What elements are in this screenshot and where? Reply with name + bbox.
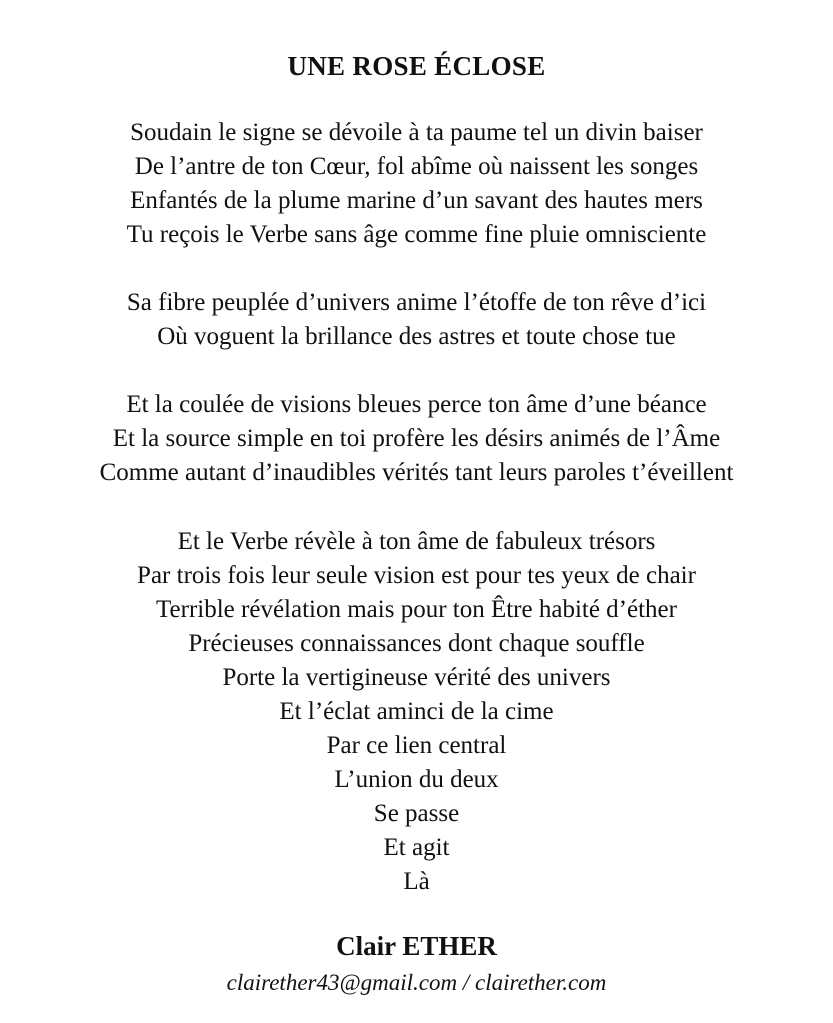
verse-line: De l’antre de ton Cœur, fol abîme où naissent les songes <box>134 153 699 180</box>
verse-line: Par trois fois leur seule vision est pour tes yeux de chair <box>137 562 696 589</box>
verse-line: L’union du deux <box>334 766 499 793</box>
stanza-1 <box>0 116 833 252</box>
stanza-3 <box>0 388 833 490</box>
stanza-4 <box>0 525 833 899</box>
verse-line: Comme autant d’inaudibles vérités tant leurs paroles t’éveillent <box>99 459 734 486</box>
verse-line: Précieuses connaissances dont chaque souffle <box>188 630 645 657</box>
verse-line: Par ce lien central <box>326 732 507 759</box>
author-contact: clairether43@gmail.com / clairether.com <box>226 970 607 995</box>
verse-line: Tu reçois le Verbe sans âge comme fine pluie omnisciente <box>126 221 707 248</box>
verse-line: Et agit <box>383 834 450 861</box>
author-name: Clair ETHER <box>336 931 497 961</box>
verse-line: Enfantés de la plume marine d’un savant des hautes mers <box>130 187 703 214</box>
verse-line: Soudain le signe se dévoile à ta paume tel un divin baiser <box>130 119 703 146</box>
verse-line: Terrible révélation mais pour ton Être habité d’éther <box>156 596 677 623</box>
verse-line: Et l’éclat aminci de la cime <box>279 698 554 725</box>
stanza-2 <box>0 286 833 354</box>
verse-line: Et la source simple en toi profère les désirs animés de l’Âme <box>112 425 721 452</box>
verse-line: Et la coulée de visions bleues perce ton âme d’une béance <box>126 391 707 418</box>
poem-title: UNE ROSE ÉCLOSE <box>287 51 546 81</box>
verse-line: Là <box>403 868 430 895</box>
verse-line: Sa fibre peuplée d’univers anime l’étoffe de ton rêve d’ici <box>126 289 707 316</box>
verse-line: Et le Verbe révèle à ton âme de fabuleux trésors <box>177 528 656 555</box>
verse-line: Porte la vertigineuse vérité des univers <box>222 664 611 691</box>
verse-line: Se passe <box>373 800 460 827</box>
verse-line: Où voguent la brillance des astres et toute chose tue <box>157 323 676 350</box>
